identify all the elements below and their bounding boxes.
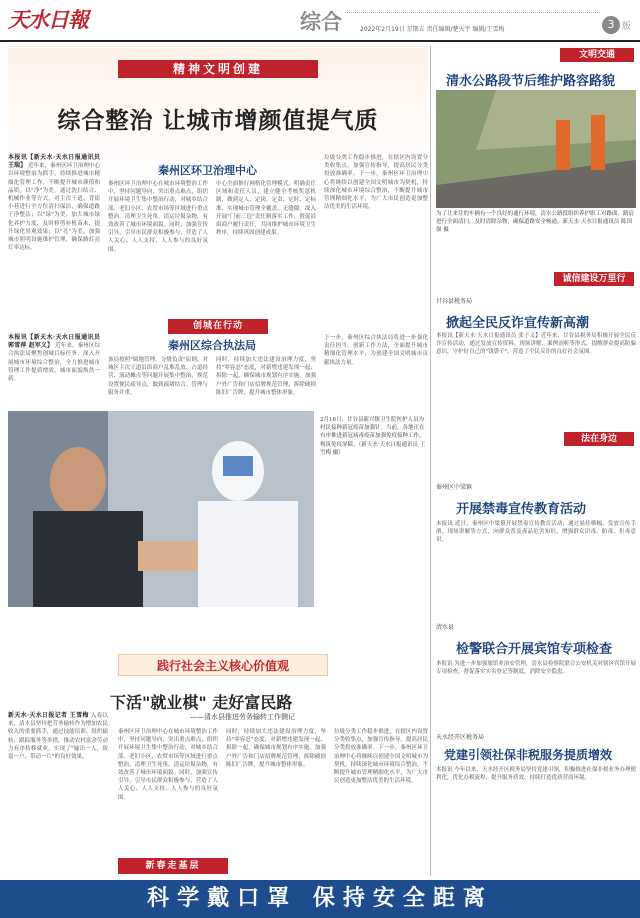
core-values-col1: [8, 712, 108, 852]
photo-caption: 2月16日，甘谷县新兴镇卫生院医护人员为村民接种新冠疫苗加强针。当前，各地正在有序推进新冠病毒疫苗加强免疫接种工作，构筑免疫屏障。（新天水·天水日报通讯员 王雪梅 摄）: [320, 417, 426, 456]
core-values-col2: 秦州区环卫治理中心在城市环境整治工作中，坚持问题导向，突出重点难点，组织开展环境卫生集中整治行动，对城乡结合部、老旧小区、农贸市场等区域进行重点整治，清理卫生死角，清运垃圾杂物，有效改善了城市环境面貌。同时，加强宣传引导，引导市民群众积极参与，营造了人人关心、人人支持、人人参与的良好氛围。: [118, 729, 218, 801]
road-photo: [436, 90, 636, 208]
core-values-subtitle: ——清水县推进劳务输转工作侧记: [190, 713, 295, 721]
article2-text1: 近年来，秦州区综合执法局聚焦创城目标任务，深入开展城市环境综合整治，全力推进城市管理工作提质增效，城市面貌焕然一新。: [8, 343, 100, 383]
article1-col4: 垃圾分类工作稳步推进，在辖区内设置分类收集点，加强宣传指导，提高居民分类投放准确率。下一步，秦州区环卫治理中心将继续以创建全国文明城市为契机，持续深化城市环境综合整治，不断提升城市管理精细化水平，为广大市民创造更加整洁优美的生活环境。: [324, 155, 428, 211]
tax-location: 天水经开区税务局: [436, 734, 485, 741]
law-title: 开展禁毒宣传教育活动: [456, 502, 587, 517]
article2-col3: 同时，持续加大违法建设治理力度，坚持"零容忍"态度，对新增违建发现一起、拆除一起，确保城市规划有序实施。加强户外广告和门店招牌规范管理，拆除破损陈旧广告牌，提升城市整体形象。: [216, 357, 316, 396]
article1-col2: 秦州区环卫治理中心在城市环境整治工作中，坚持问题导向，突出重点难点，组织开展环境卫生集中整治行动，对城乡结合部、老旧小区、农贸市场等区域进行重点整治，清理卫生死角，清运垃圾杂物，有效改善了城市环境面貌。同时，加强宣传引导，引导市民群众积极参与，营造了人人关心、人人支持、人人参与的良好氛围。: [108, 181, 208, 253]
core-values-body: 入春以来，清水县坚持把劳务输转作为增加农民收入的重要抓手，通过技能培训、组织输转、跟踪服务等举措，推动农村富余劳动力有序转移就业，实现了"输出一人、致富一户、带动一片"的良好效果。: [8, 713, 108, 761]
banner-strip: 精神文明创建: [118, 60, 318, 78]
check-location: 清水县: [436, 624, 455, 631]
check-text: 本报讯 为进一步加强旅馆业治安管理，清水县检察院联合公安机关对辖区宾馆开展专项检查，督促落实实名登记等制度，消除安全隐患。: [436, 661, 636, 676]
integrity-location: 甘谷县税务局: [436, 298, 473, 305]
law-text: 本报讯 近日，秦州区中梁镇开展禁毒宣传教育活动，通过悬挂横幅、发放宣传手册、现场讲解等方式，向群众普及毒品危害知识，增强群众识毒、防毒、拒毒意识。: [436, 521, 636, 544]
masthead: [0, 0, 640, 42]
core-values-col3: 同时，持续加大违法建设治理力度，坚持"零容忍"态度，对新增违建发现一起、拆除一起，确保城市规划有序实施。加强户外广告和门店招牌规范管理，拆除破损陈旧广告牌，提升城市整体形象。: [226, 729, 326, 768]
left-content: [8, 46, 428, 676]
vaccination-photo: [8, 411, 314, 607]
article1-byline: 本报讯【新天水·天水日报通讯员王瑞】: [8, 154, 100, 170]
newspaper-logo: 天水日報: [8, 7, 88, 32]
article1-text1: 近年来，秦州区环卫治理中心以环境整治为抓手，持续推进城市精细化管理工作，不断提升城市颜值和品质。以"净"为美，通过洗扫结合、机械作业等方式，对主次干道、背街小巷进行全方位清扫保洁，确保道路干净整洁；以"绿"为美，加大城市绿化养护力度，及时修剪补植苗木，提升绿化景观效果；以"亮"为美，加强城市照明设施维护管理，确保路灯亮灯率达标。: [8, 163, 100, 252]
article2-col2: 该局按照"属地管理、分级负责"原则，对城区主次干道沿街商户乱堆乱放、占道经营、流动摊点等问题开展集中整治，规范设置便民疏导点，做到疏堵结合、管理与服务并重。: [108, 357, 208, 396]
check-title: 检警联合开展宾馆专项检查: [456, 642, 613, 657]
section-tag: 新春走基层: [118, 858, 228, 874]
article2-col1: [8, 334, 100, 383]
core-values-title: 下活"就业棋" 走好富民路: [110, 693, 293, 712]
article2-byline: 本报讯【新天水·天水日报通讯员郭雪萍 赵军义】: [8, 334, 100, 350]
tax-title: 党建引领社保非税服务提质增效: [444, 748, 613, 762]
integrity-text: 本报讯【新天水·天水日报通讯员 张子义】近年来，甘谷县税务局积极开展全民反诈宣传活动，通过发放宣传资料、现场讲解、案例剖析等形式，提醒群众提高防骗意识，守护好自己的"钱袋子"，营造了全民反诈的良好社会氛围。: [436, 333, 636, 356]
section-title: 综合: [300, 10, 342, 34]
traffic-caption: 为了让来往的车辆有一个良好的通行环境，清水公路段组织养护职工对路面、路肩进行全面清扫，及时清除杂物，确保道路安全畅通。新天水·天水日报通讯员 陈国强 摄: [436, 211, 635, 234]
traffic-header: 文明交通: [560, 48, 634, 62]
core-values-col4: 垃圾分类工作稳步推进，在辖区内设置分类收集点，加强宣传指导，提高居民分类投放准确率。下一步，秦州区环卫治理中心将继续以创建全国文明城市为契机，持续深化城市环境综合整治，不断提升城市管理精细化水平，为广大市民创造更加整洁优美的生活环境。: [334, 729, 428, 785]
article2-col4: 下一步，秦州区综合执法局将进一步强化责任担当，创新工作方法，全面提升城市精细化管理水平，为创建全国文明城市贡献执法力量。: [324, 335, 428, 366]
core-values-text: 践行社会主义核心价值观: [156, 659, 289, 673]
page-number: 3: [602, 16, 620, 34]
article2-bar: 创城在行动: [168, 319, 268, 334]
integrity-header: 诚信建设万里行: [554, 272, 634, 286]
road-illustration: [436, 90, 636, 208]
core-values-banner: [118, 654, 328, 676]
masthead-divider: [345, 12, 600, 13]
integrity-title: 掀起全民反诈宣传新高潮: [446, 316, 590, 331]
law-location: 秦州区中梁镇: [436, 484, 473, 491]
traffic-title: 清水公路段节后维护路容路貌: [446, 74, 616, 89]
article1-col3: 中心全面推行网格化管理模式，明确责任区域和责任人员，建立健全考核奖惩机制，做到定人、定岗、定责、定时、定标准，实现城市管理全覆盖、无缝隙。深入开展"门前三包"责任制落实工作，督促沿街商户履行责任，共同维护城市环境卫生秩序，持续巩固创建成果。: [216, 181, 316, 237]
photo-illustration: [8, 411, 314, 607]
column-divider: [430, 46, 431, 876]
core-values-byline: 新天水·天水日报记者 王雪梅: [8, 712, 89, 719]
article2-subhead: 秦州区综合执法局: [168, 339, 256, 352]
headline: 综合整治 让城市增颜值提气质: [57, 107, 379, 134]
law-header: 法在身边: [564, 432, 634, 446]
page-unit: 版: [622, 22, 632, 32]
masthead-info: 2022年2月19日 星期五 责任编辑/楚天宇 编辑/王雪梅: [360, 26, 505, 33]
article1-col1: [8, 154, 100, 306]
tax-text: 本报讯 今年以来，天水经开区税务局坚持党建引领，积极推进社保非税业务办理便利化，优化办税流程，提升服务质效，持续打造优质营商环境。: [436, 767, 636, 782]
article1-subhead: 秦州区环卫治理中心: [158, 164, 257, 177]
bottom-banner: 科学戴口罩 保持安全距离: [0, 880, 640, 918]
